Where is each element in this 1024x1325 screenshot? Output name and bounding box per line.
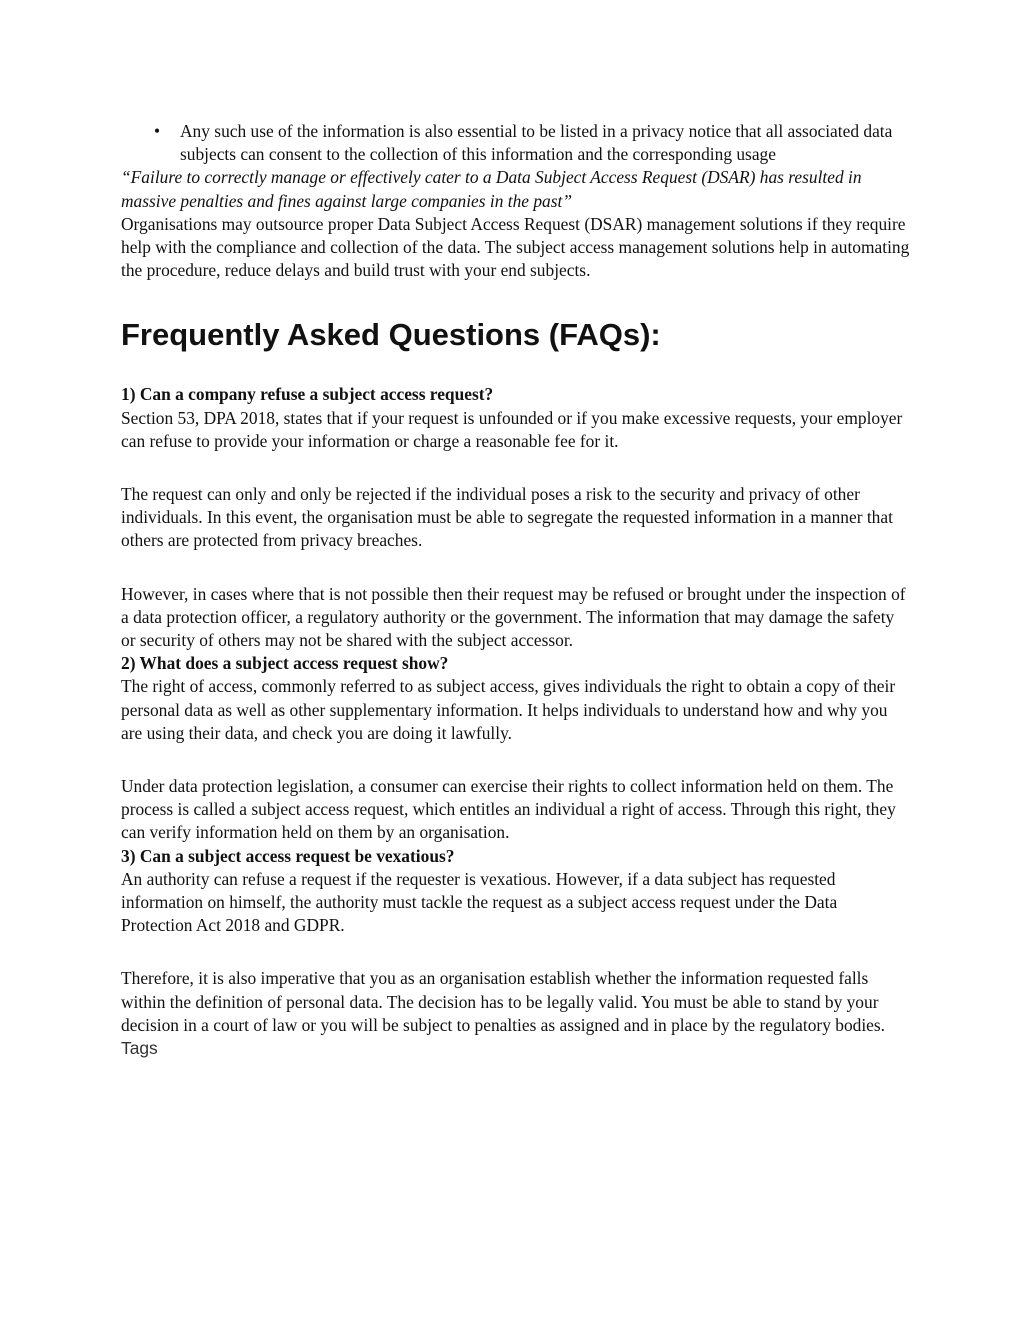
faq-question-2: 2) What does a subject access request show? <box>121 653 449 674</box>
intro-paragraph: Organisations may outsource proper Data Subject Access Request (DSAR) management solutions if they require help with the compliance and collection of the data. The subject access management solutions help in automating the procedure, reduce delays and build trust with your end subjects. <box>121 213 910 281</box>
bullet-item <box>121 120 911 166</box>
paragraph-spacer <box>121 553 911 583</box>
paragraph-spacer <box>121 937 911 967</box>
faq-answer-2-paragraph-1: The right of access, commonly referred to as subject access, gives individuals the right to obtain a copy of their personal data as well as other supplementary information. It helps individuals to understand how and why you are using their data, and check you are doing it lawfully. <box>121 676 896 743</box>
faq-answer-1-paragraph-1: Section 53, DPA 2018, states that if your request is unfounded or if you make excessive requests, your employer can refuse to provide your information or charge a reasonable fee for it. <box>121 407 903 451</box>
document-page <box>121 120 911 1060</box>
faq-heading: Frequently Asked Questions (FAQs): <box>121 317 661 353</box>
faq-answer-3-paragraph-1: An authority can refuse a request if the requester is vexatious. However, if a data subject has requested information on himself, the authority must tackle the request as a subject access request under the Data Protection Act 2018 and GDPR. <box>121 868 838 936</box>
faq-question-3: 3) Can a subject access request be vexatious? <box>121 845 455 866</box>
pull-quote: “Failure to correctly manage or effectively cater to a Data Subject Access Request (DSAR) has resulted in massive penalties and fines against large companies in the past” <box>121 167 862 211</box>
faq-answer-1-paragraph-3: However, in cases where that is not possible then their request may be refused or brought under the inspection of a data protection officer, a regulatory authority or the government. The information that may damage the safety or security of others may not be shared with the subject accessor. <box>121 583 906 651</box>
paragraph-spacer <box>121 745 911 775</box>
faq-question-1: 1) Can a company refuse a subject access request? <box>121 384 494 405</box>
bullet-text: Any such use of the information is also essential to be listed in a privacy notice that all associated data subjects can consent to the collection of this information and the corresponding usage <box>180 121 893 165</box>
faq-answer-3-paragraph-2: Therefore, it is also imperative that you as an organisation establish whether the information requested falls within the definition of personal data. The decision has to be legally valid. You must be able to stand by your decision in a court of law or you will be subject to penalties as assigned and in place by the regulatory bodies. <box>121 968 886 1035</box>
faq-answer-1-paragraph-2: The request can only and only be rejected if the individual poses a risk to the security and privacy of other individuals. In this event, the organisation must be able to segregate the requested information in a manner that others are protected from privacy breaches. <box>121 484 893 551</box>
bullet-icon: • <box>154 121 161 141</box>
paragraph-spacer <box>121 453 911 483</box>
faq-answer-2-paragraph-2: Under data protection legislation, a consumer can exercise their rights to collect information held on them. The process is called a subject access request, which entitles an individual a right of access. Through this right, they can verify information held on them by an organisation. <box>121 776 896 843</box>
tags-label: Tags <box>121 1038 158 1059</box>
